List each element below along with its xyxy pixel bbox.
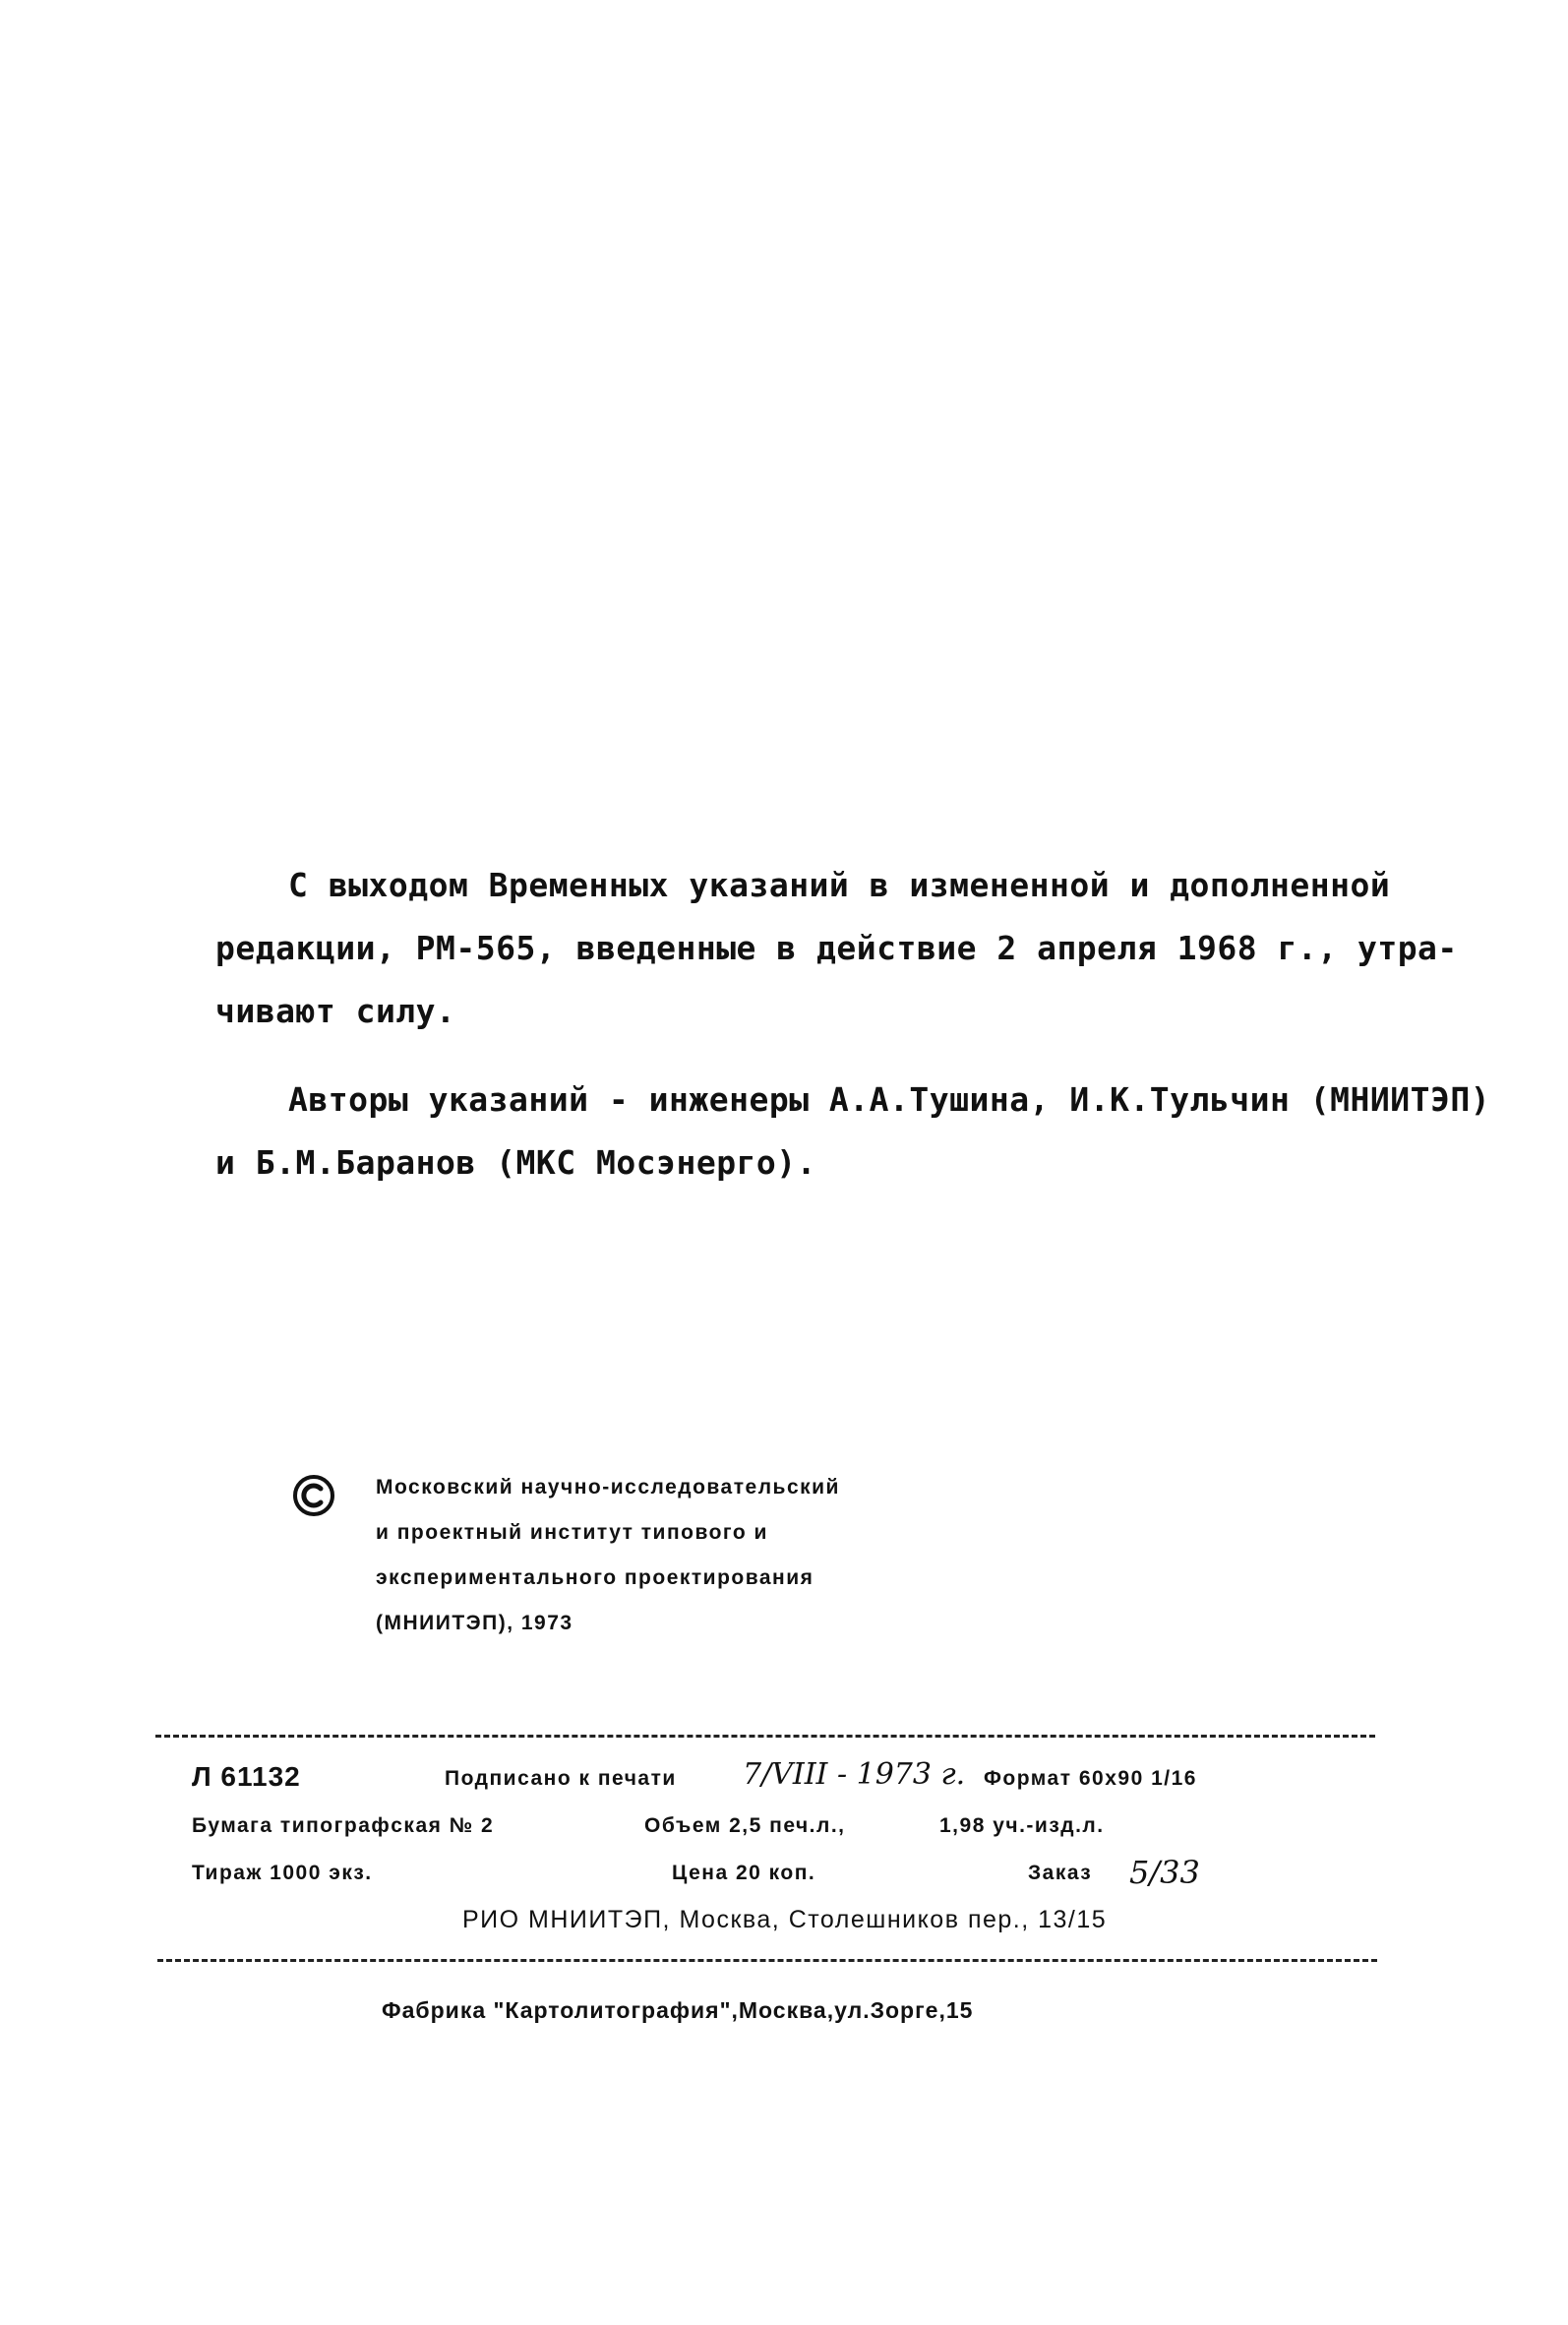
authors-line-1: Авторы указаний - инженеры А.А.Тушина, И.К.Тульчин (МНИИТЭП) [288, 1080, 1491, 1119]
top-divider [155, 1735, 1375, 1738]
format: Формат 60х90 1/16 [984, 1767, 1197, 1790]
publication-code: Л 61132 [192, 1761, 301, 1792]
volume: Объем 2,5 печ.л., [644, 1814, 846, 1837]
publisher: РИО МНИИТЭП, Москва, Столешников пер., 13/15 [462, 1906, 1108, 1933]
paper: Бумага типографская № 2 [192, 1814, 495, 1837]
notice-line-1: С выходом Временных указаний в измененной и дополненной [288, 866, 1391, 904]
order-number: 5/33 [1129, 1854, 1200, 1891]
edition-sheets: 1,98 уч.-изд.л. [939, 1814, 1105, 1837]
copyright-line-4: (МНИИТЭП), 1973 [376, 1612, 573, 1634]
bottom-divider [157, 1959, 1377, 1962]
price: Цена 20 коп. [672, 1862, 816, 1884]
signed-label: Подписано к печати [445, 1767, 677, 1790]
copyright-icon [292, 1474, 335, 1517]
print-run: Тираж 1000 экз. [192, 1862, 373, 1884]
copyright-line-2: и проектный институт типового и [376, 1521, 768, 1544]
printer: Фабрика "Картолитография",Москва,ул.Зорге,15 [382, 1997, 974, 2023]
order-label: Заказ [1028, 1862, 1093, 1884]
copyright-line-1: Московский научно-исследовательский [376, 1476, 840, 1499]
notice-line-3: чивают силу. [215, 992, 456, 1030]
copyright-line-3: экспериментального проектирования [376, 1566, 814, 1589]
notice-line-2: редакции, РМ-565, введенные в действие 2 апреля 1968 г., утра- [215, 929, 1458, 967]
authors-line-2: и Б.М.Баранов (МКС Мосэнерго). [215, 1143, 817, 1182]
signed-date: 7/VIII - 1973 г. [743, 1757, 966, 1792]
